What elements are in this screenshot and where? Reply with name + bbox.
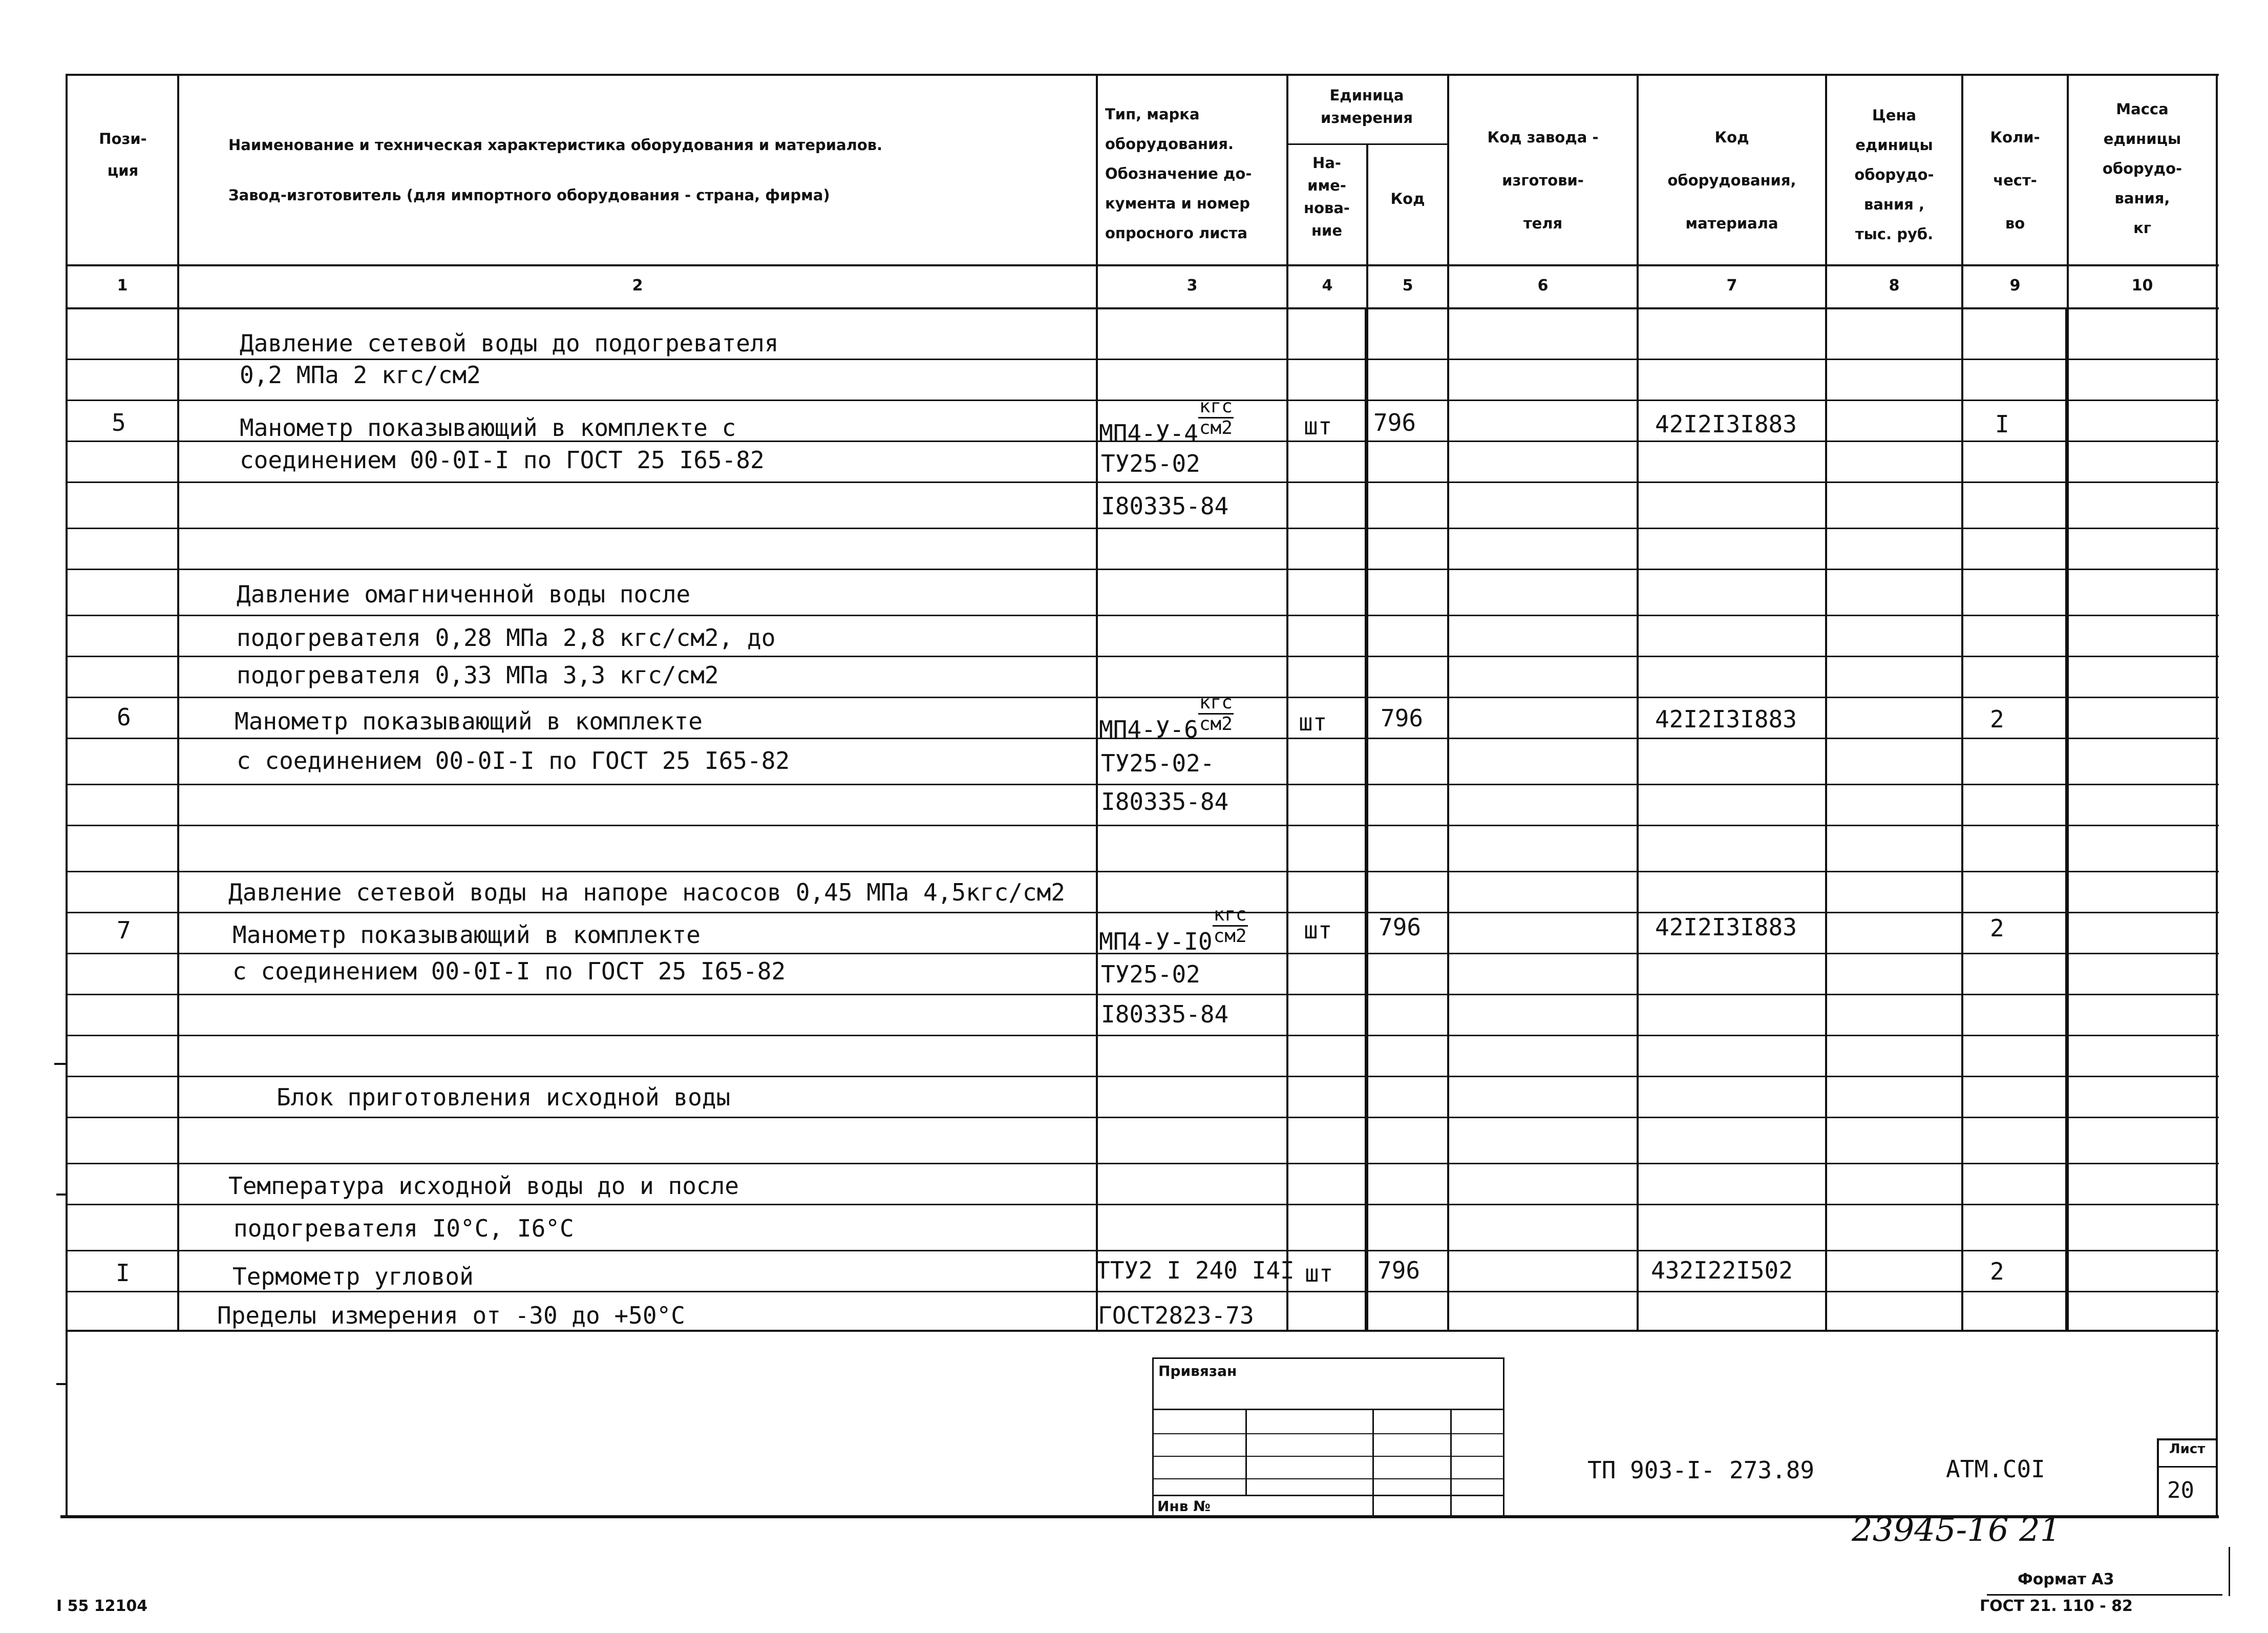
colnum-6: 6 (1537, 277, 1549, 295)
row-type: ТУ25-02 (1101, 450, 1200, 477)
stamp-vline (1450, 1409, 1452, 1517)
row-line (66, 1076, 2219, 1077)
row-quantity: 2 (1990, 914, 2004, 942)
row-line (66, 1035, 2219, 1036)
row-line (66, 825, 2219, 826)
colnum-10: 10 (2131, 277, 2153, 295)
frame-top (66, 74, 2219, 76)
handwritten-number: 23945-16 21 (1852, 1511, 2061, 1549)
header-col7: Код оборудования, материала (1667, 129, 1796, 232)
colnum-1: 1 (117, 277, 128, 295)
row-type: ТУ25-02 (1101, 960, 1200, 988)
document-number: ТП 903-I- 273.89 (1587, 1456, 1815, 1484)
footer-vline (2229, 1547, 2230, 1596)
row-line (66, 1117, 2219, 1118)
row-name: подогревателя I0°С, I6°С (234, 1215, 574, 1242)
section-title: Блок приготовления исходной воды (277, 1083, 731, 1111)
row-quantity: 2 (1990, 705, 2004, 733)
colnum-5: 5 (1402, 277, 1413, 295)
row-quantity: I (1995, 410, 2009, 438)
row-line (66, 912, 2219, 913)
header-col3: Тип, марка оборудования. Обозначение до- кумента и номер опросного листа (1105, 106, 1252, 242)
header-col8: Цена единицы оборудо- вания , тыс. руб. (1854, 107, 1934, 243)
row-unit-code: 796 (1381, 704, 1424, 732)
row-line (66, 400, 2219, 401)
row-line (66, 1204, 2219, 1205)
header-col10: Масса единицы оборудо- вания, кг (2102, 100, 2182, 237)
row-type: ТТУ2 I 240 I4I (1096, 1257, 1295, 1284)
stamp-vline (1372, 1409, 1374, 1517)
thick-line-col5 (1365, 307, 1368, 1330)
gost-label: ГОСТ 21. 110 - 82 (1980, 1597, 2133, 1615)
col-sep-6 (1637, 74, 1639, 1330)
stamp-inv: Инв № (1157, 1498, 1211, 1515)
thick-line-col9 (2065, 307, 2069, 1330)
row-name: подогревателя 0,28 МПа 2,8 кгс/см2, до (237, 624, 776, 652)
colnum-2: 2 (632, 277, 643, 295)
footer-line (1987, 1594, 2222, 1596)
row-position: 6 (117, 703, 131, 731)
colnum-9: 9 (2009, 277, 2021, 295)
row-name: Давление сетевой воды на напоре насосов 0,45 МПа 4,5кгс/см2 (228, 878, 1065, 906)
stamp-privyazan: Привязан (1158, 1363, 1237, 1379)
format-label: Формат А3 (2018, 1571, 2114, 1588)
row-position: 7 (117, 916, 131, 944)
header-col4: На- име- нова- ние (1304, 154, 1350, 239)
row-type: I80335-84 (1101, 788, 1229, 815)
row-position: 5 (112, 409, 126, 436)
row-unit: шт (1304, 412, 1332, 440)
row-name: Температура исходной воды до и после (228, 1172, 739, 1200)
colnum-3: 3 (1186, 277, 1198, 295)
row-line (66, 994, 2219, 995)
row-equipment-code: 42I2I3I883 (1655, 705, 1797, 733)
colnum-4: 4 (1322, 277, 1333, 295)
row-unit-code: 796 (1379, 913, 1422, 941)
header-col1: Пози- ция (99, 130, 147, 179)
row-line (66, 1163, 2219, 1164)
row-type: I80335-84 (1101, 1000, 1229, 1028)
row-equipment-code: 42I2I3I883 (1655, 410, 1797, 438)
row-line (66, 528, 2219, 529)
row-line (66, 569, 2219, 570)
row-line (66, 656, 2219, 657)
row-position: I (116, 1259, 130, 1287)
col-sep-3 (1286, 74, 1288, 1330)
row-equipment-code: 432I22I502 (1651, 1257, 1793, 1284)
row-name: Термометр угловой (232, 1263, 474, 1290)
frame-right (2216, 74, 2218, 1517)
col-sep-2 (1096, 74, 1098, 1330)
col-sep-8 (1961, 74, 1963, 1330)
row-type: ГОСТ2823-73 (1098, 1302, 1254, 1329)
header-col5: Код (1390, 190, 1425, 207)
row-type: ТУ25-02- (1101, 749, 1215, 777)
sheet-number: 20 (2167, 1477, 2194, 1503)
margin-tick (54, 1063, 66, 1065)
row-name: Манометр показывающий в комплекте с (240, 414, 736, 442)
left-code: I 55 12104 (56, 1597, 148, 1615)
row-name: соединением 00-0I-I по ГОСТ 25 I65-82 (240, 446, 765, 474)
margin-tick (56, 1194, 66, 1196)
row-name: Давление омагниченной воды после (237, 580, 691, 608)
row-unit: шт (1299, 708, 1327, 736)
row-name: Манометр показывающий в комплекте (235, 707, 703, 735)
sheet-divider (2157, 1466, 2216, 1468)
row-name: подогревателя 0,33 МПа 3,3 кгс/см2 (237, 661, 719, 689)
header-col2: Наименование и техническая характеристика оборудования и материалов. Завод-изготовитель (для импортного оборудования - страна, фирма) (228, 136, 883, 204)
row-type: I80335-84 (1101, 492, 1229, 520)
row-equipment-code: 42I2I3I883 (1655, 913, 1797, 941)
row-line (66, 615, 2219, 616)
row-line (66, 481, 2219, 483)
row-type: МП4-У-I0 $\frac{\text{кгс}}{см2}$ (1099, 904, 1247, 955)
header-col6: Код завода - изготови- теля (1487, 129, 1599, 232)
document-code: АТМ.С0I (1946, 1455, 2045, 1483)
header-col9: Коли- чест- во (1990, 129, 2040, 232)
row-name: Манометр показывающий в комплекте (232, 921, 701, 949)
margin-tick (56, 1383, 66, 1385)
row-line (66, 871, 2219, 872)
col-sep-1 (177, 74, 179, 1330)
row-name: 0,2 МПа 2 кгс/см2 (240, 361, 481, 389)
row-type: МП4-У-4 $\frac{\text{кгс}}{см2}$ (1099, 396, 1233, 447)
stamp-vline (1245, 1409, 1247, 1495)
row-name: Пределы измерения от -30 до +50°С (217, 1302, 685, 1329)
col-sep-7 (1825, 74, 1827, 1330)
unit-header-divider (1286, 143, 1447, 145)
colnum-7: 7 (1726, 277, 1737, 295)
header-unit-title: Единица измерения (1321, 87, 1413, 127)
row-name: с соединением 00-0I-I по ГОСТ 25 I65-82 (237, 747, 790, 774)
row-name: с соединением 00-0I-I по ГОСТ 25 I65-82 (232, 957, 786, 985)
row-unit: шт (1304, 916, 1332, 944)
row-unit: шт (1305, 1260, 1333, 1287)
sheet-label: Лист (2169, 1441, 2206, 1457)
row-line (66, 697, 2219, 698)
row-type: МП4-У-6 $\frac{\text{кгс}}{см2}$ (1099, 692, 1233, 743)
col-sep-5 (1447, 74, 1449, 1330)
row-line (66, 1250, 2219, 1251)
row-name: Давление сетевой воды до подогревателя (240, 329, 779, 357)
row-unit-code: 796 (1373, 409, 1416, 436)
row-unit-code: 796 (1377, 1257, 1421, 1284)
row-line (66, 784, 2219, 785)
row-quantity: 2 (1990, 1258, 2004, 1285)
colnum-bottom (66, 307, 2219, 309)
colnum-8: 8 (1889, 277, 1900, 295)
